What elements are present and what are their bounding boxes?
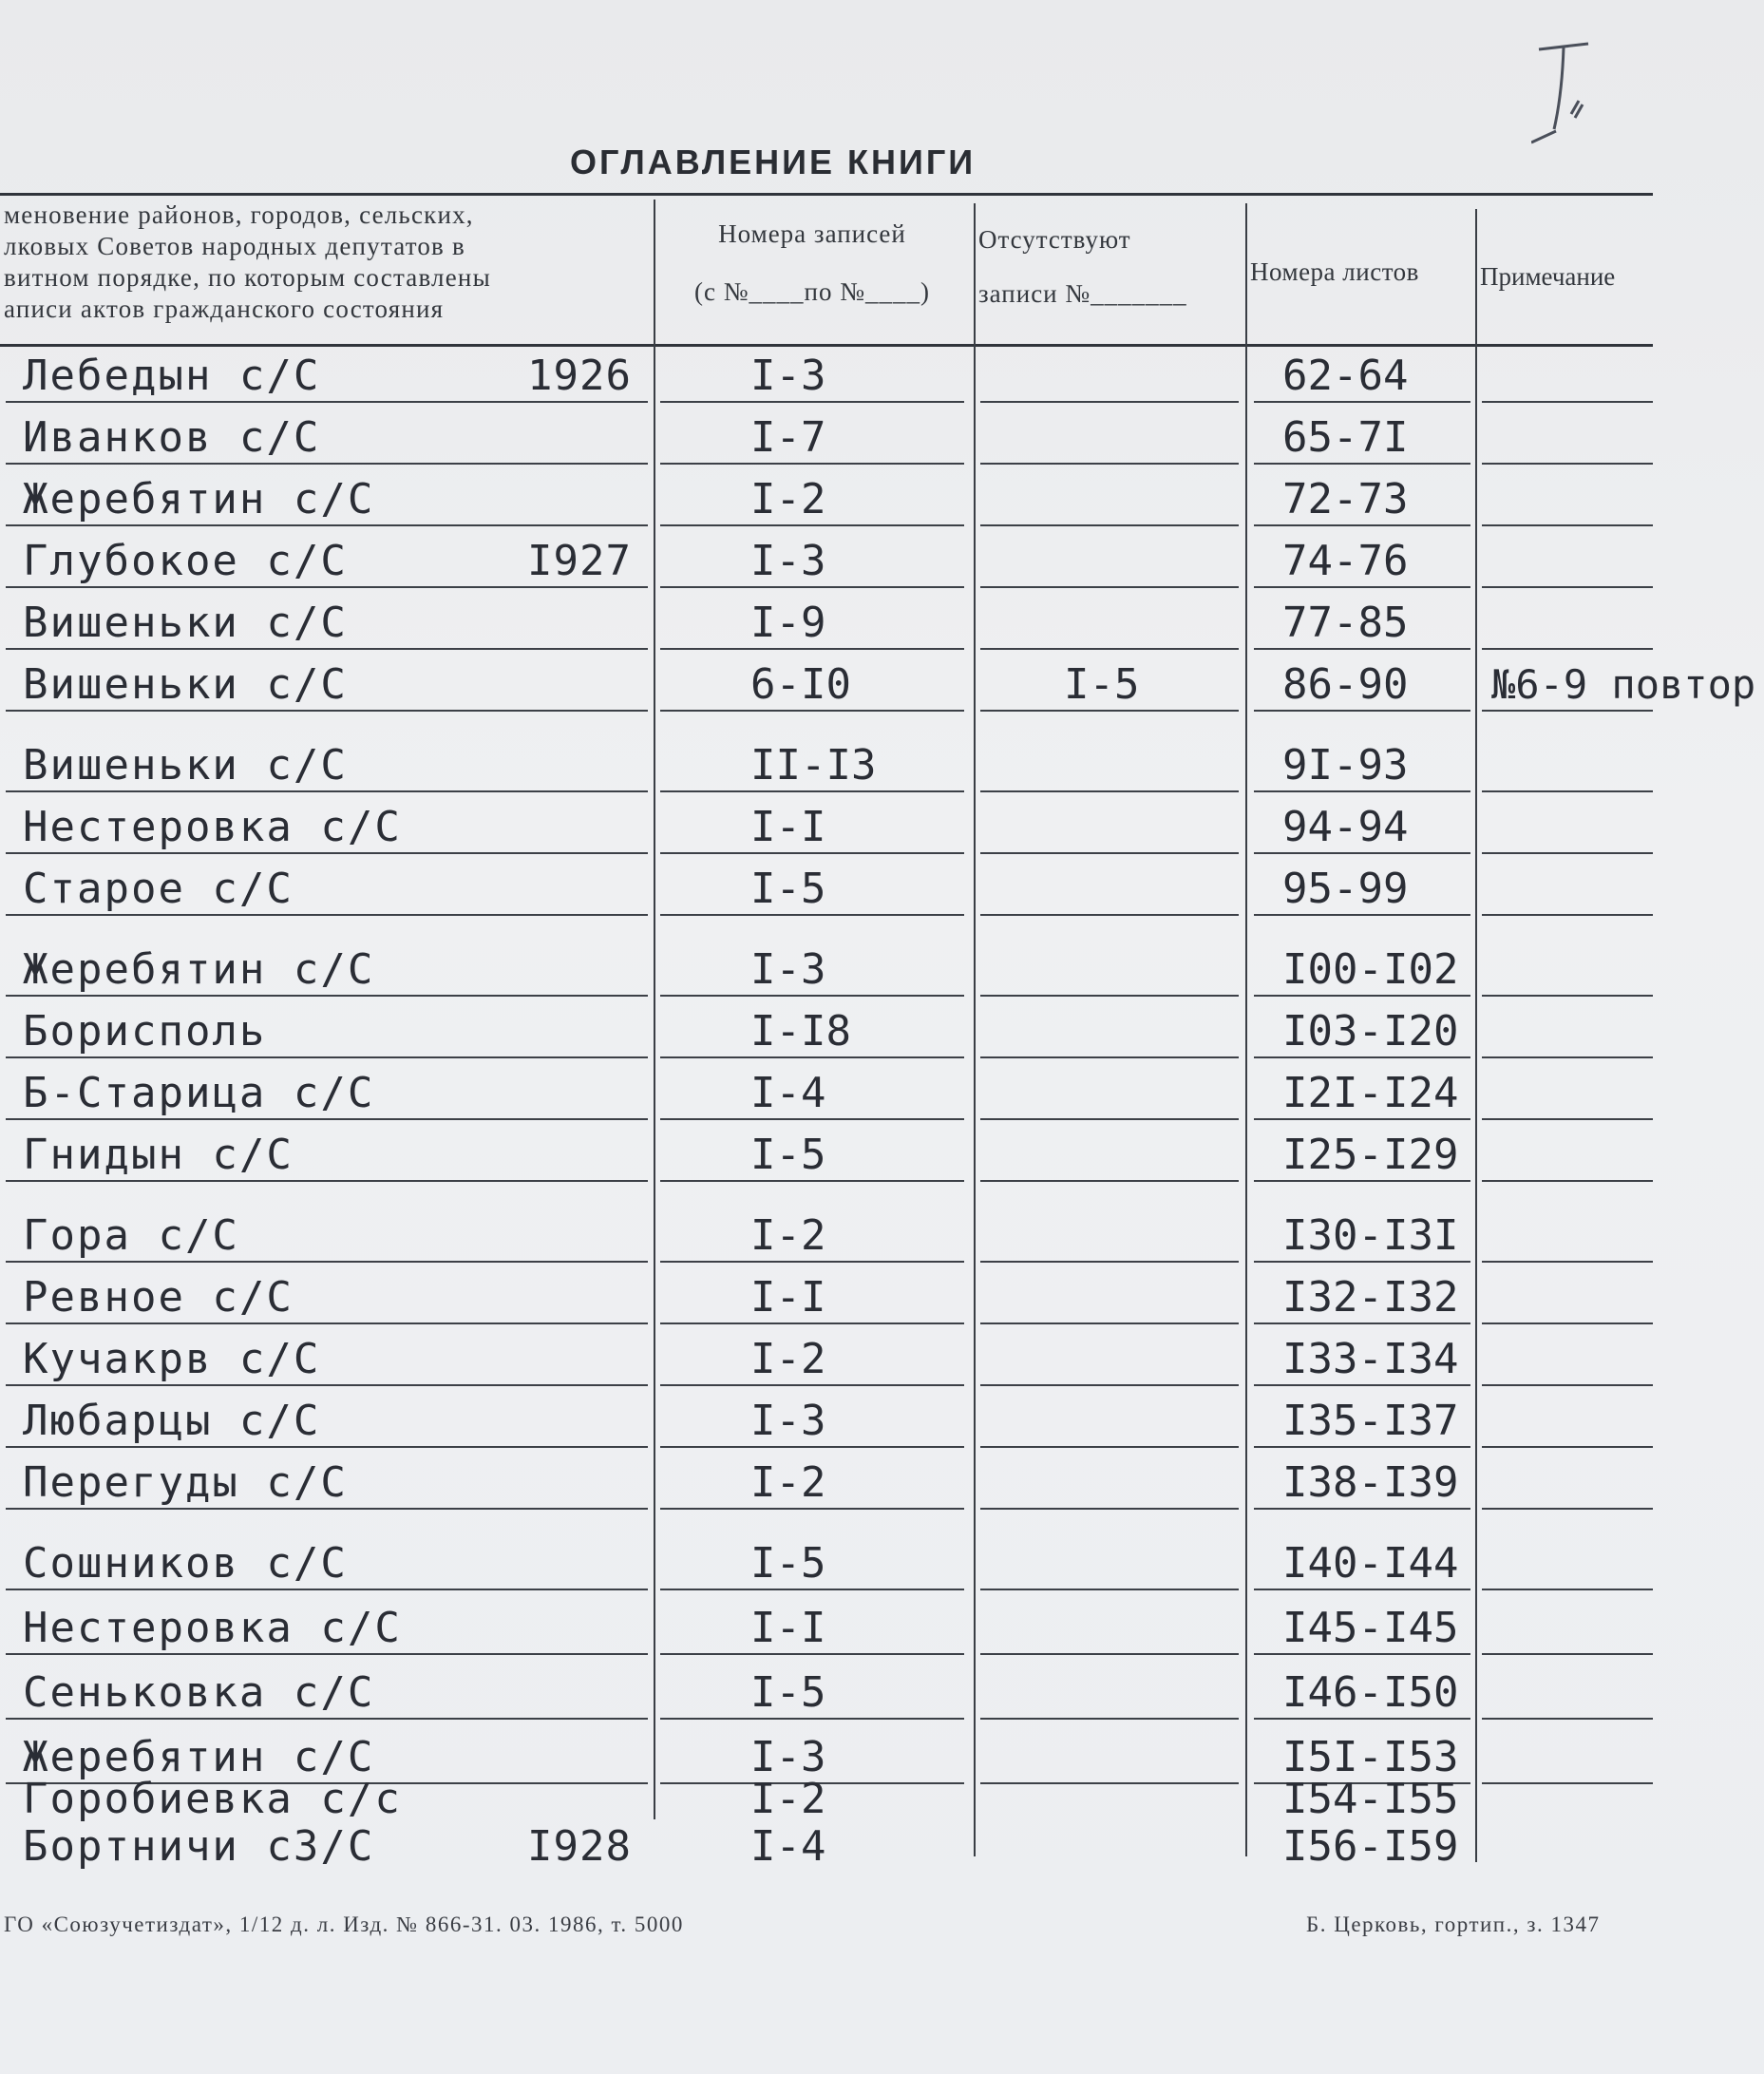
- row-rule: [980, 1718, 1239, 1720]
- entry-sheets: I5I-I53: [1282, 1733, 1459, 1781]
- row-rule: [1482, 524, 1653, 526]
- entry-sheets: I45-I45: [1282, 1604, 1459, 1652]
- row-rule: [1482, 1718, 1653, 1720]
- table-row: [0, 865, 1764, 922]
- row-rule: [6, 995, 648, 997]
- row-rule: [1482, 1056, 1653, 1058]
- row-rule: [1254, 1508, 1470, 1510]
- row-rule: [980, 463, 1239, 465]
- header-records-range: (с №____по №____): [694, 277, 930, 306]
- entry-sheets: 77-85: [1282, 599, 1409, 647]
- entry-sheets: I03-I20: [1282, 1007, 1459, 1056]
- row-rule: [660, 463, 964, 465]
- entry-sheets: I35-I37: [1282, 1397, 1459, 1445]
- entry-records: I-7: [750, 413, 826, 462]
- row-rule: [6, 1384, 648, 1386]
- row-rule: [1482, 1653, 1653, 1655]
- table-row: [0, 1458, 1764, 1515]
- row-rule: [660, 524, 964, 526]
- row-rule: [1482, 1322, 1653, 1324]
- header-absent-label: Отсутствуют: [978, 225, 1131, 254]
- page-title: ОГЛАВЛЕНИЕ КНИГИ: [570, 143, 977, 181]
- row-rule: [1254, 710, 1470, 712]
- entry-name: Старое с/С: [23, 865, 294, 913]
- table-row: [0, 1397, 1764, 1454]
- entry-records: I-I: [750, 803, 826, 851]
- row-rule: [980, 1180, 1239, 1182]
- row-rule: [1254, 1384, 1470, 1386]
- entry-sheets: I25-I29: [1282, 1131, 1459, 1179]
- row-rule: [980, 852, 1239, 854]
- row-rule: [1254, 1718, 1470, 1720]
- row-rule: [660, 1118, 964, 1120]
- row-rule: [1254, 586, 1470, 588]
- row-rule: [6, 1118, 648, 1120]
- table-row: [0, 1273, 1764, 1330]
- entry-sheets: I30-I3I: [1282, 1211, 1459, 1260]
- row-rule: [6, 852, 648, 854]
- row-rule: [660, 710, 964, 712]
- row-rule: [660, 401, 964, 403]
- header-sheets-column: Номера листов: [1250, 257, 1419, 286]
- table-row: [0, 413, 1764, 470]
- row-rule: [6, 401, 648, 403]
- row-rule: [980, 1384, 1239, 1386]
- footer-publisher: ГО «Союзучетиздат», 1/12 д. л. Изд. № 866-31. 03. 1986, т. 5000: [4, 1912, 684, 1936]
- row-rule: [660, 914, 964, 916]
- row-rule: [6, 463, 648, 465]
- table-row: [0, 1539, 1764, 1596]
- entry-note: №6-9 повтор: [1491, 661, 1756, 708]
- entry-sheets: I2I-I24: [1282, 1069, 1459, 1117]
- entry-sheets: I00-I02: [1282, 945, 1459, 994]
- entry-name: Бортничи с3/С: [23, 1822, 375, 1871]
- entry-records: I-2: [750, 1211, 826, 1260]
- row-rule: [980, 790, 1239, 792]
- row-rule: [1254, 1261, 1470, 1263]
- row-rule: [1254, 1180, 1470, 1182]
- entry-name: Жеребятин с/С: [23, 1733, 375, 1781]
- header-note-column: Примечание: [1480, 262, 1616, 291]
- row-rule: [1254, 1589, 1470, 1590]
- table-row: [0, 803, 1764, 860]
- entry-sheets: 65-7I: [1282, 413, 1409, 462]
- row-rule: [6, 1589, 648, 1590]
- table-row: [0, 1335, 1764, 1392]
- row-rule: [1482, 1384, 1653, 1386]
- entry-name: Лебедын с/С: [23, 352, 321, 400]
- entry-sheets: I56-I59: [1282, 1822, 1459, 1871]
- row-rule: [980, 648, 1239, 650]
- row-rule: [660, 1261, 964, 1263]
- row-rule: [6, 1180, 648, 1182]
- entry-sheets: 94-94: [1282, 803, 1409, 851]
- row-rule: [1254, 1653, 1470, 1655]
- entry-records: I-2: [750, 1458, 826, 1507]
- row-rule: [1254, 1056, 1470, 1058]
- row-rule: [1482, 401, 1653, 403]
- table-row: [0, 1604, 1764, 1661]
- entry-name: Ревное с/С: [23, 1273, 294, 1322]
- row-rule: [6, 710, 648, 712]
- row-rule: [1254, 524, 1470, 526]
- row-rule: [6, 1653, 648, 1655]
- entry-absent: I-5: [1064, 660, 1140, 709]
- entry-name: Вишеньки с/С: [23, 660, 348, 709]
- entry-records: I-5: [750, 1668, 826, 1717]
- entry-name: Кучакрв с/С: [23, 1335, 321, 1383]
- footer-printer: Б. Церковь, гортип., з. 1347: [1306, 1912, 1601, 1936]
- row-rule: [1482, 1180, 1653, 1182]
- row-rule: [1482, 995, 1653, 997]
- row-rule: [980, 1508, 1239, 1510]
- row-rule: [1482, 852, 1653, 854]
- entry-sheets: 9I-93: [1282, 741, 1409, 790]
- row-rule: [660, 1180, 964, 1182]
- table-row: [0, 1211, 1764, 1268]
- entry-sheets: I54-I55: [1282, 1775, 1459, 1823]
- entry-records: I-3: [750, 1397, 826, 1445]
- row-rule: [980, 710, 1239, 712]
- entry-sheets: 95-99: [1282, 865, 1409, 913]
- entry-records: I-5: [750, 865, 826, 913]
- row-rule: [6, 648, 648, 650]
- row-rule: [660, 1384, 964, 1386]
- row-rule: [1254, 995, 1470, 997]
- row-rule: [660, 586, 964, 588]
- entry-name: Перегуды с/С: [23, 1458, 348, 1507]
- row-rule: [1254, 1446, 1470, 1448]
- table-row: [0, 945, 1764, 1002]
- row-rule: [6, 914, 648, 916]
- row-rule: [6, 1322, 648, 1324]
- entry-records: I-3: [750, 352, 826, 400]
- row-rule: [6, 790, 648, 792]
- entry-records: I-3: [750, 537, 826, 585]
- table-row: [0, 741, 1764, 798]
- table-row: [0, 352, 1764, 409]
- entry-name: Жеребятин с/С: [23, 475, 375, 523]
- entry-records: I-5: [750, 1539, 826, 1588]
- row-rule: [1482, 1446, 1653, 1448]
- entry-name: Любарцы с/С: [23, 1397, 321, 1445]
- table-row: [0, 1007, 1764, 1064]
- header-records-label: Номера записей: [718, 219, 906, 248]
- entry-records: I-4: [750, 1822, 826, 1871]
- table-row: [0, 475, 1764, 532]
- row-rule: [660, 995, 964, 997]
- row-rule: [980, 1056, 1239, 1058]
- row-rule: [660, 1322, 964, 1324]
- row-rule: [660, 852, 964, 854]
- row-rule: [660, 648, 964, 650]
- entry-sheets: 74-76: [1282, 537, 1409, 585]
- row-rule: [1482, 1589, 1653, 1590]
- entry-records: I-4: [750, 1069, 826, 1117]
- row-rule: [1254, 1322, 1470, 1324]
- entry-records: 6-I0: [750, 660, 851, 709]
- row-rule: [1254, 852, 1470, 854]
- entry-name: Гнидын с/С: [23, 1131, 294, 1179]
- entry-records: I-3: [750, 945, 826, 994]
- entry-sheets: 72-73: [1282, 475, 1409, 523]
- entry-records: I-I: [750, 1273, 826, 1322]
- entry-records: I-2: [750, 1775, 826, 1823]
- row-rule: [980, 1653, 1239, 1655]
- entry-name: Сеньковка с/С: [23, 1668, 375, 1717]
- row-rule: [980, 1446, 1239, 1448]
- entry-sheets: I32-I32: [1282, 1273, 1459, 1322]
- table-row: [0, 1069, 1764, 1126]
- row-rule: [980, 524, 1239, 526]
- table-row: [0, 660, 1764, 717]
- table-row: [0, 537, 1764, 594]
- entry-sheets: 86-90: [1282, 660, 1409, 709]
- entry-records: I-5: [750, 1131, 826, 1179]
- row-rule: [1482, 648, 1653, 650]
- entry-name: Борисполь: [23, 1007, 267, 1056]
- entry-name: Сошников с/С: [23, 1539, 348, 1588]
- entry-records: I-2: [750, 475, 826, 523]
- entry-records: I-3: [750, 1733, 826, 1781]
- row-rule: [660, 790, 964, 792]
- row-rule: [1482, 586, 1653, 588]
- row-rule: [1254, 1118, 1470, 1120]
- row-rule: [1482, 463, 1653, 465]
- row-rule: [6, 1446, 648, 1448]
- entry-name: Нестеровка с/С: [23, 1604, 402, 1652]
- table-row: [0, 599, 1764, 656]
- entry-sheets: I46-I50: [1282, 1668, 1459, 1717]
- entry-records: I-I: [750, 1604, 826, 1652]
- row-rule: [980, 995, 1239, 997]
- row-rule: [1254, 401, 1470, 403]
- table-row: [0, 1822, 1764, 1879]
- row-rule: [1254, 790, 1470, 792]
- row-rule: [660, 1653, 964, 1655]
- row-rule: [6, 1056, 648, 1058]
- row-rule: [1254, 648, 1470, 650]
- entry-records: I-I8: [750, 1007, 851, 1056]
- row-rule: [980, 1261, 1239, 1263]
- row-rule: [1482, 790, 1653, 792]
- row-rule: [980, 1322, 1239, 1324]
- row-rule: [980, 1118, 1239, 1120]
- table-row: [0, 1668, 1764, 1725]
- entry-name: Вишеньки с/С: [23, 741, 348, 790]
- row-rule: [1482, 914, 1653, 916]
- row-rule: [660, 1056, 964, 1058]
- row-rule: [6, 1718, 648, 1720]
- entry-name: Жеребятин с/С: [23, 945, 375, 994]
- row-rule: [980, 914, 1239, 916]
- row-rule: [1254, 463, 1470, 465]
- row-rule: [1482, 1261, 1653, 1263]
- entry-records: II-I3: [750, 741, 877, 790]
- entry-year: I928: [527, 1822, 632, 1871]
- entry-name: Горобиевка с/с: [23, 1775, 402, 1823]
- row-rule: [660, 1718, 964, 1720]
- row-rule: [660, 1508, 964, 1510]
- row-rule: [1482, 710, 1653, 712]
- row-rule: [660, 1446, 964, 1448]
- row-rule: [6, 1261, 648, 1263]
- entry-name: Вишеньки с/С: [23, 599, 348, 647]
- row-rule: [980, 401, 1239, 403]
- entry-sheets: I40-I44: [1282, 1539, 1459, 1588]
- entry-year: 1926: [527, 352, 632, 400]
- row-rule: [1254, 914, 1470, 916]
- row-rule: [660, 1589, 964, 1590]
- entry-sheets: I38-I39: [1282, 1458, 1459, 1507]
- row-rule: [6, 586, 648, 588]
- header-absent-sub: записи №_______: [978, 279, 1187, 308]
- table-row: [0, 1131, 1764, 1188]
- row-rule: [1482, 1508, 1653, 1510]
- entry-sheets: I33-I34: [1282, 1335, 1459, 1383]
- row-rule: [6, 1508, 648, 1510]
- entry-records: I-9: [750, 599, 826, 647]
- entry-year: I927: [527, 537, 632, 585]
- entry-name: Нестеровка с/С: [23, 803, 402, 851]
- entry-name: Глубокое с/С: [23, 537, 348, 585]
- row-rule: [6, 524, 648, 526]
- entry-name: Иванков с/С: [23, 413, 321, 462]
- row-rule: [1482, 1118, 1653, 1120]
- row-rule: [980, 1589, 1239, 1590]
- entry-sheets: 62-64: [1282, 352, 1409, 400]
- entry-name: Б-Старица с/С: [23, 1069, 375, 1117]
- header-names-column: меновение районов, городов, сельских, лковых Советов народных депутатов в витном порядке, по которым составлены аписи актов гражданского состояния: [4, 200, 491, 323]
- entry-records: I-2: [750, 1335, 826, 1383]
- entry-name: Гора с/С: [23, 1211, 239, 1260]
- row-rule: [980, 586, 1239, 588]
